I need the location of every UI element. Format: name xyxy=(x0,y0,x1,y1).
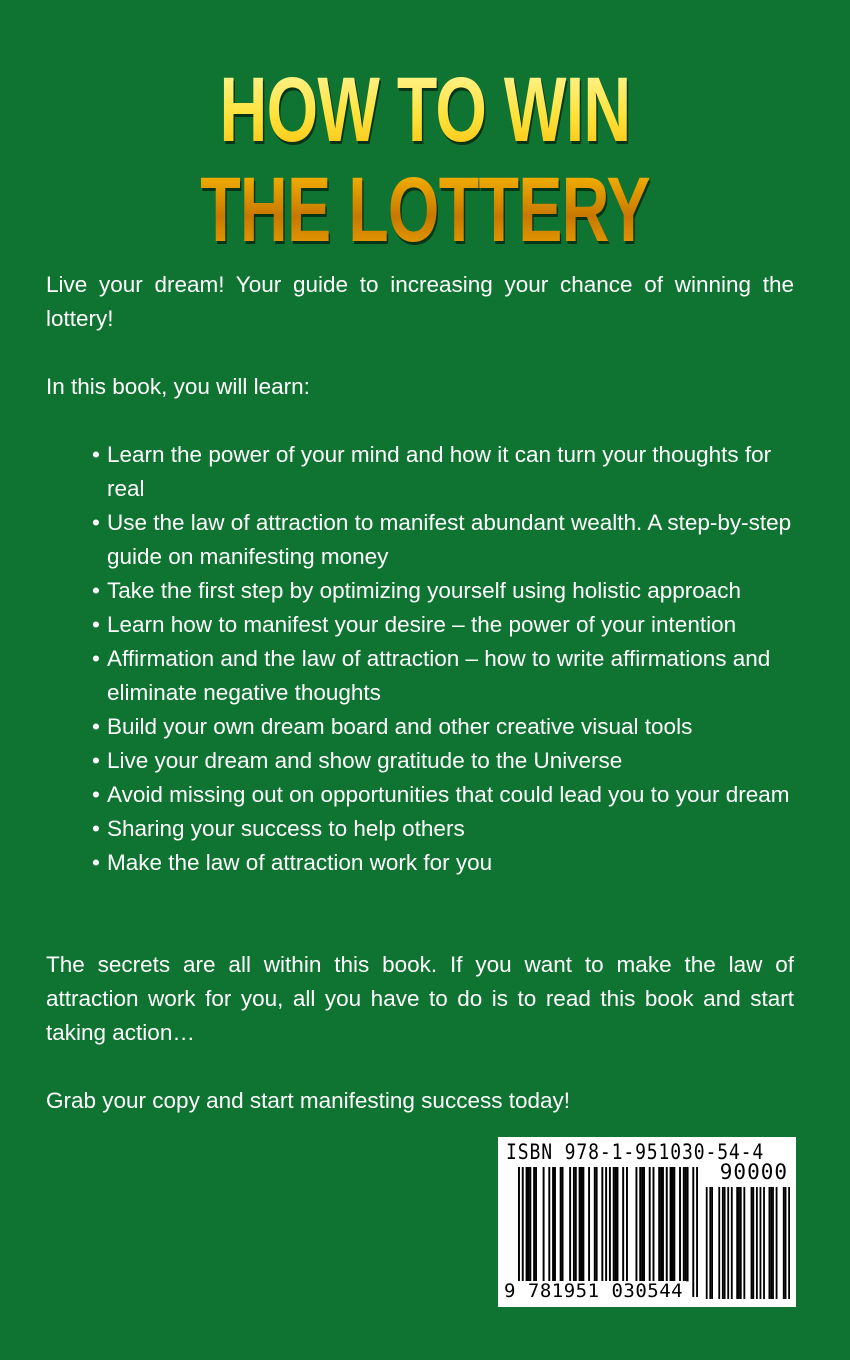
barcode-bar xyxy=(635,1167,637,1281)
price-code: 90000 xyxy=(719,1160,788,1184)
barcode-bar xyxy=(711,1187,713,1299)
barcode-bar xyxy=(670,1167,672,1281)
barcode-bar xyxy=(763,1187,765,1299)
benefit-item xyxy=(92,710,812,744)
barcode-bar xyxy=(560,1167,562,1281)
barcode-bar xyxy=(679,1167,681,1281)
barcode-bar xyxy=(522,1167,524,1297)
benefit-item xyxy=(92,574,812,608)
benefit-item xyxy=(92,438,812,506)
bullet-dot: • xyxy=(92,510,100,535)
bullet-dot: • xyxy=(92,578,100,603)
book-title xyxy=(119,60,731,260)
benefit-item xyxy=(92,744,812,778)
book-title-line-2: THE LOTTERY xyxy=(200,159,650,261)
isbn-barcode xyxy=(498,1137,796,1307)
barcode-bar xyxy=(731,1187,733,1299)
barcode-bar xyxy=(683,1167,685,1281)
barcode-bar xyxy=(548,1167,550,1281)
barcode-bar xyxy=(783,1187,785,1299)
barcode-bar xyxy=(554,1167,556,1281)
benefit-text: Build your own dream board and other creative visual tools xyxy=(107,714,693,739)
barcode-bar xyxy=(662,1167,664,1281)
barcode-bar xyxy=(641,1167,643,1281)
barcode-bar xyxy=(687,1167,689,1281)
barcode-bar xyxy=(639,1167,641,1281)
barcode-bar xyxy=(613,1167,615,1281)
barcode-bar xyxy=(529,1167,531,1281)
barcode-bar xyxy=(788,1187,790,1299)
barcode-bar xyxy=(582,1167,584,1281)
ean-digits: 9 781951 030544 xyxy=(504,1281,686,1301)
addon-bars xyxy=(704,1187,790,1299)
barcode-bar xyxy=(601,1167,603,1281)
benefit-text: Sharing your success to help others xyxy=(107,816,465,841)
benefit-text: Live your dream and show gratitude to the Universe xyxy=(107,748,623,773)
barcode-bar xyxy=(756,1187,758,1299)
book-title-line-1: HOW TO WIN xyxy=(219,59,631,161)
barcode-bar xyxy=(535,1167,537,1281)
ean13-bars xyxy=(518,1167,698,1297)
benefit-text: Take the first step by optimizing yourself using holistic approach xyxy=(107,578,742,603)
benefit-item xyxy=(92,812,812,846)
barcode-bar xyxy=(617,1167,619,1281)
barcode-bar xyxy=(760,1187,762,1299)
barcode-bar xyxy=(743,1187,745,1299)
barcode-bar xyxy=(671,1167,673,1281)
bullet-dot: • xyxy=(92,442,100,467)
barcode-bar xyxy=(526,1167,528,1281)
barcode-bar xyxy=(626,1167,628,1281)
intro-paragraph: Live your dream! Your guide to increasing your chance of winning the lottery! xyxy=(46,272,794,331)
barcode-bar xyxy=(727,1187,729,1299)
benefit-text: Make the law of attraction work for you xyxy=(107,850,493,875)
bullet-dot: • xyxy=(92,612,100,637)
barcode-bar xyxy=(527,1167,529,1281)
barcode-bar xyxy=(653,1167,655,1281)
barcode-bar xyxy=(575,1167,577,1281)
barcode-bar xyxy=(769,1187,771,1299)
barcode-bar xyxy=(609,1167,611,1297)
barcode-bar xyxy=(785,1187,787,1299)
barcode-bar xyxy=(569,1167,571,1281)
barcode-bar xyxy=(518,1167,520,1297)
bullet-dot: • xyxy=(92,748,100,773)
barcode-bar xyxy=(692,1167,694,1297)
secrets-paragraph: The secrets are all within this book. If you want to make the law of attraction work for you, all you have to do is to read this book and start taking action… xyxy=(46,952,794,1045)
benefit-item xyxy=(92,778,812,812)
benefit-text: Avoid missing out on opportunities that could lead you to your dream xyxy=(107,782,790,807)
barcode-bar xyxy=(605,1167,607,1297)
barcode-bar xyxy=(673,1167,675,1281)
barcode-bar xyxy=(696,1167,698,1297)
barcode-bar xyxy=(772,1187,774,1299)
barcode-bar xyxy=(543,1167,545,1281)
barcode-bar xyxy=(685,1167,687,1281)
barcode-bar xyxy=(658,1167,660,1281)
benefit-item xyxy=(92,846,812,880)
barcode-bar xyxy=(573,1167,575,1281)
benefit-item xyxy=(92,506,812,574)
learn-heading: In this book, you will learn: xyxy=(46,374,310,399)
bullet-dot: • xyxy=(92,714,100,739)
barcode-bar xyxy=(643,1167,645,1281)
barcode-bar xyxy=(709,1187,711,1299)
barcode-bar xyxy=(751,1187,753,1299)
benefit-text: Affirmation and the law of attraction – how to write affirmations and eliminate negative thoughts xyxy=(107,646,771,705)
call-to-action: Grab your copy and start manifesting success today! xyxy=(46,1088,571,1113)
barcode-bar xyxy=(718,1187,720,1299)
bullet-dot: • xyxy=(92,850,100,875)
barcode-bar xyxy=(533,1167,535,1281)
bullet-dot: • xyxy=(92,782,100,807)
barcode-bar xyxy=(594,1167,596,1281)
barcode-bar xyxy=(666,1167,668,1281)
barcode-bar xyxy=(615,1167,617,1281)
barcode-bar xyxy=(562,1167,564,1281)
barcode-bar xyxy=(740,1187,742,1299)
barcode-bar xyxy=(776,1187,778,1299)
benefit-text: Learn the power of your mind and how it can turn your thoughts for real xyxy=(107,442,772,501)
barcode-bar xyxy=(706,1187,708,1299)
isbn-label: ISBN 978-1-951030-54-4 xyxy=(506,1140,765,1164)
barcode-bar xyxy=(581,1167,583,1281)
bullet-dot: • xyxy=(92,816,100,841)
benefit-text: Learn how to manifest your desire – the power of your intention xyxy=(107,612,737,637)
barcode-bar xyxy=(588,1167,590,1281)
barcode-bar xyxy=(579,1167,581,1281)
benefit-item xyxy=(92,608,812,642)
barcode-bar xyxy=(770,1187,772,1299)
barcode-bar xyxy=(596,1167,598,1281)
bullet-dot: • xyxy=(92,646,100,671)
barcode-bar xyxy=(724,1187,726,1299)
benefit-item xyxy=(92,642,812,710)
barcode-bar xyxy=(622,1167,624,1281)
barcode-bar xyxy=(660,1167,662,1281)
benefits-list xyxy=(92,438,812,880)
barcode-bar xyxy=(722,1187,724,1299)
barcode-bar xyxy=(736,1187,738,1299)
barcode-bar xyxy=(752,1187,754,1299)
barcode-bar xyxy=(738,1187,740,1299)
benefit-text: Use the law of attraction to manifest abundant wealth. A step-by-step guide on manifesting money xyxy=(107,510,792,569)
barcode-bar xyxy=(552,1167,554,1281)
barcode-bar xyxy=(649,1167,651,1281)
